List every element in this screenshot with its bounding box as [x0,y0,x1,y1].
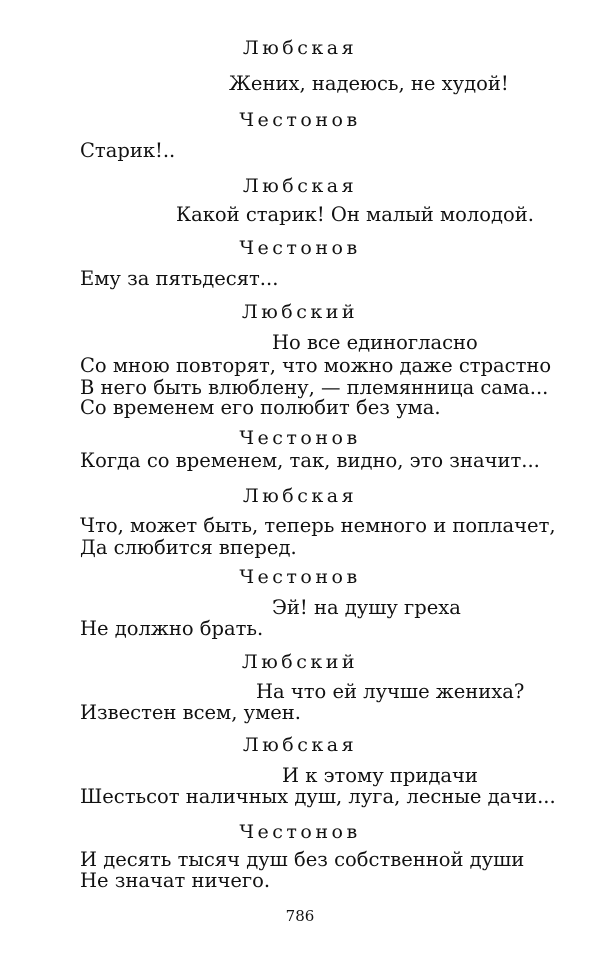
speaker-name: Любский [241,651,359,673]
verse-line: Со временем его полюбит без ума. [80,396,441,419]
verse-line: Шестьсот наличных душ, луга, лесные дачи... [80,785,556,808]
verse-line: Да слюбится вперед. [80,536,297,559]
speaker-name: Честонов [239,566,361,588]
speaker-name: Честонов [239,109,361,131]
verse-line: Не значат ничего. [80,869,271,892]
speaker-name: Любская [242,485,358,507]
verse-line: Но все единогласно [272,331,478,354]
speaker-name: Любская [242,734,358,756]
verse-line: Не должно брать. [80,617,264,640]
speaker-name: Честонов [239,427,361,449]
verse-line: Старик!.. [80,139,176,162]
verse-line: Эй! на душу греха [272,596,461,619]
verse-line: Ему за пятьдесят... [80,267,279,290]
verse-line: И к этому придачи [282,764,478,787]
speaker-name: Честонов [239,821,361,843]
verse-line: В него быть влюблену, — племянница сама... [80,376,549,399]
verse-line: Со мною повторят, что можно даже страстно [80,354,552,377]
verse-line: Что, может быть, теперь немного и поплачет, [80,514,556,537]
speaker-name: Честонов [239,237,361,259]
verse-line: И десять тысяч душ без собственной души [80,848,525,871]
verse-line: Известен всем, умен. [80,701,301,724]
verse-line: Когда со временем, так, видно, это значит... [80,449,540,472]
speaker-name: Любская [242,37,358,59]
verse-line: Какой старик! Он малый молодой. [176,203,534,226]
verse-line: На что ей лучше жениха? [256,680,525,703]
speaker-name: Любская [242,175,358,197]
speaker-name: Любский [241,301,359,323]
verse-line: Жених, надеюсь, не худой! [229,72,509,95]
page-number: 786 [285,907,315,925]
